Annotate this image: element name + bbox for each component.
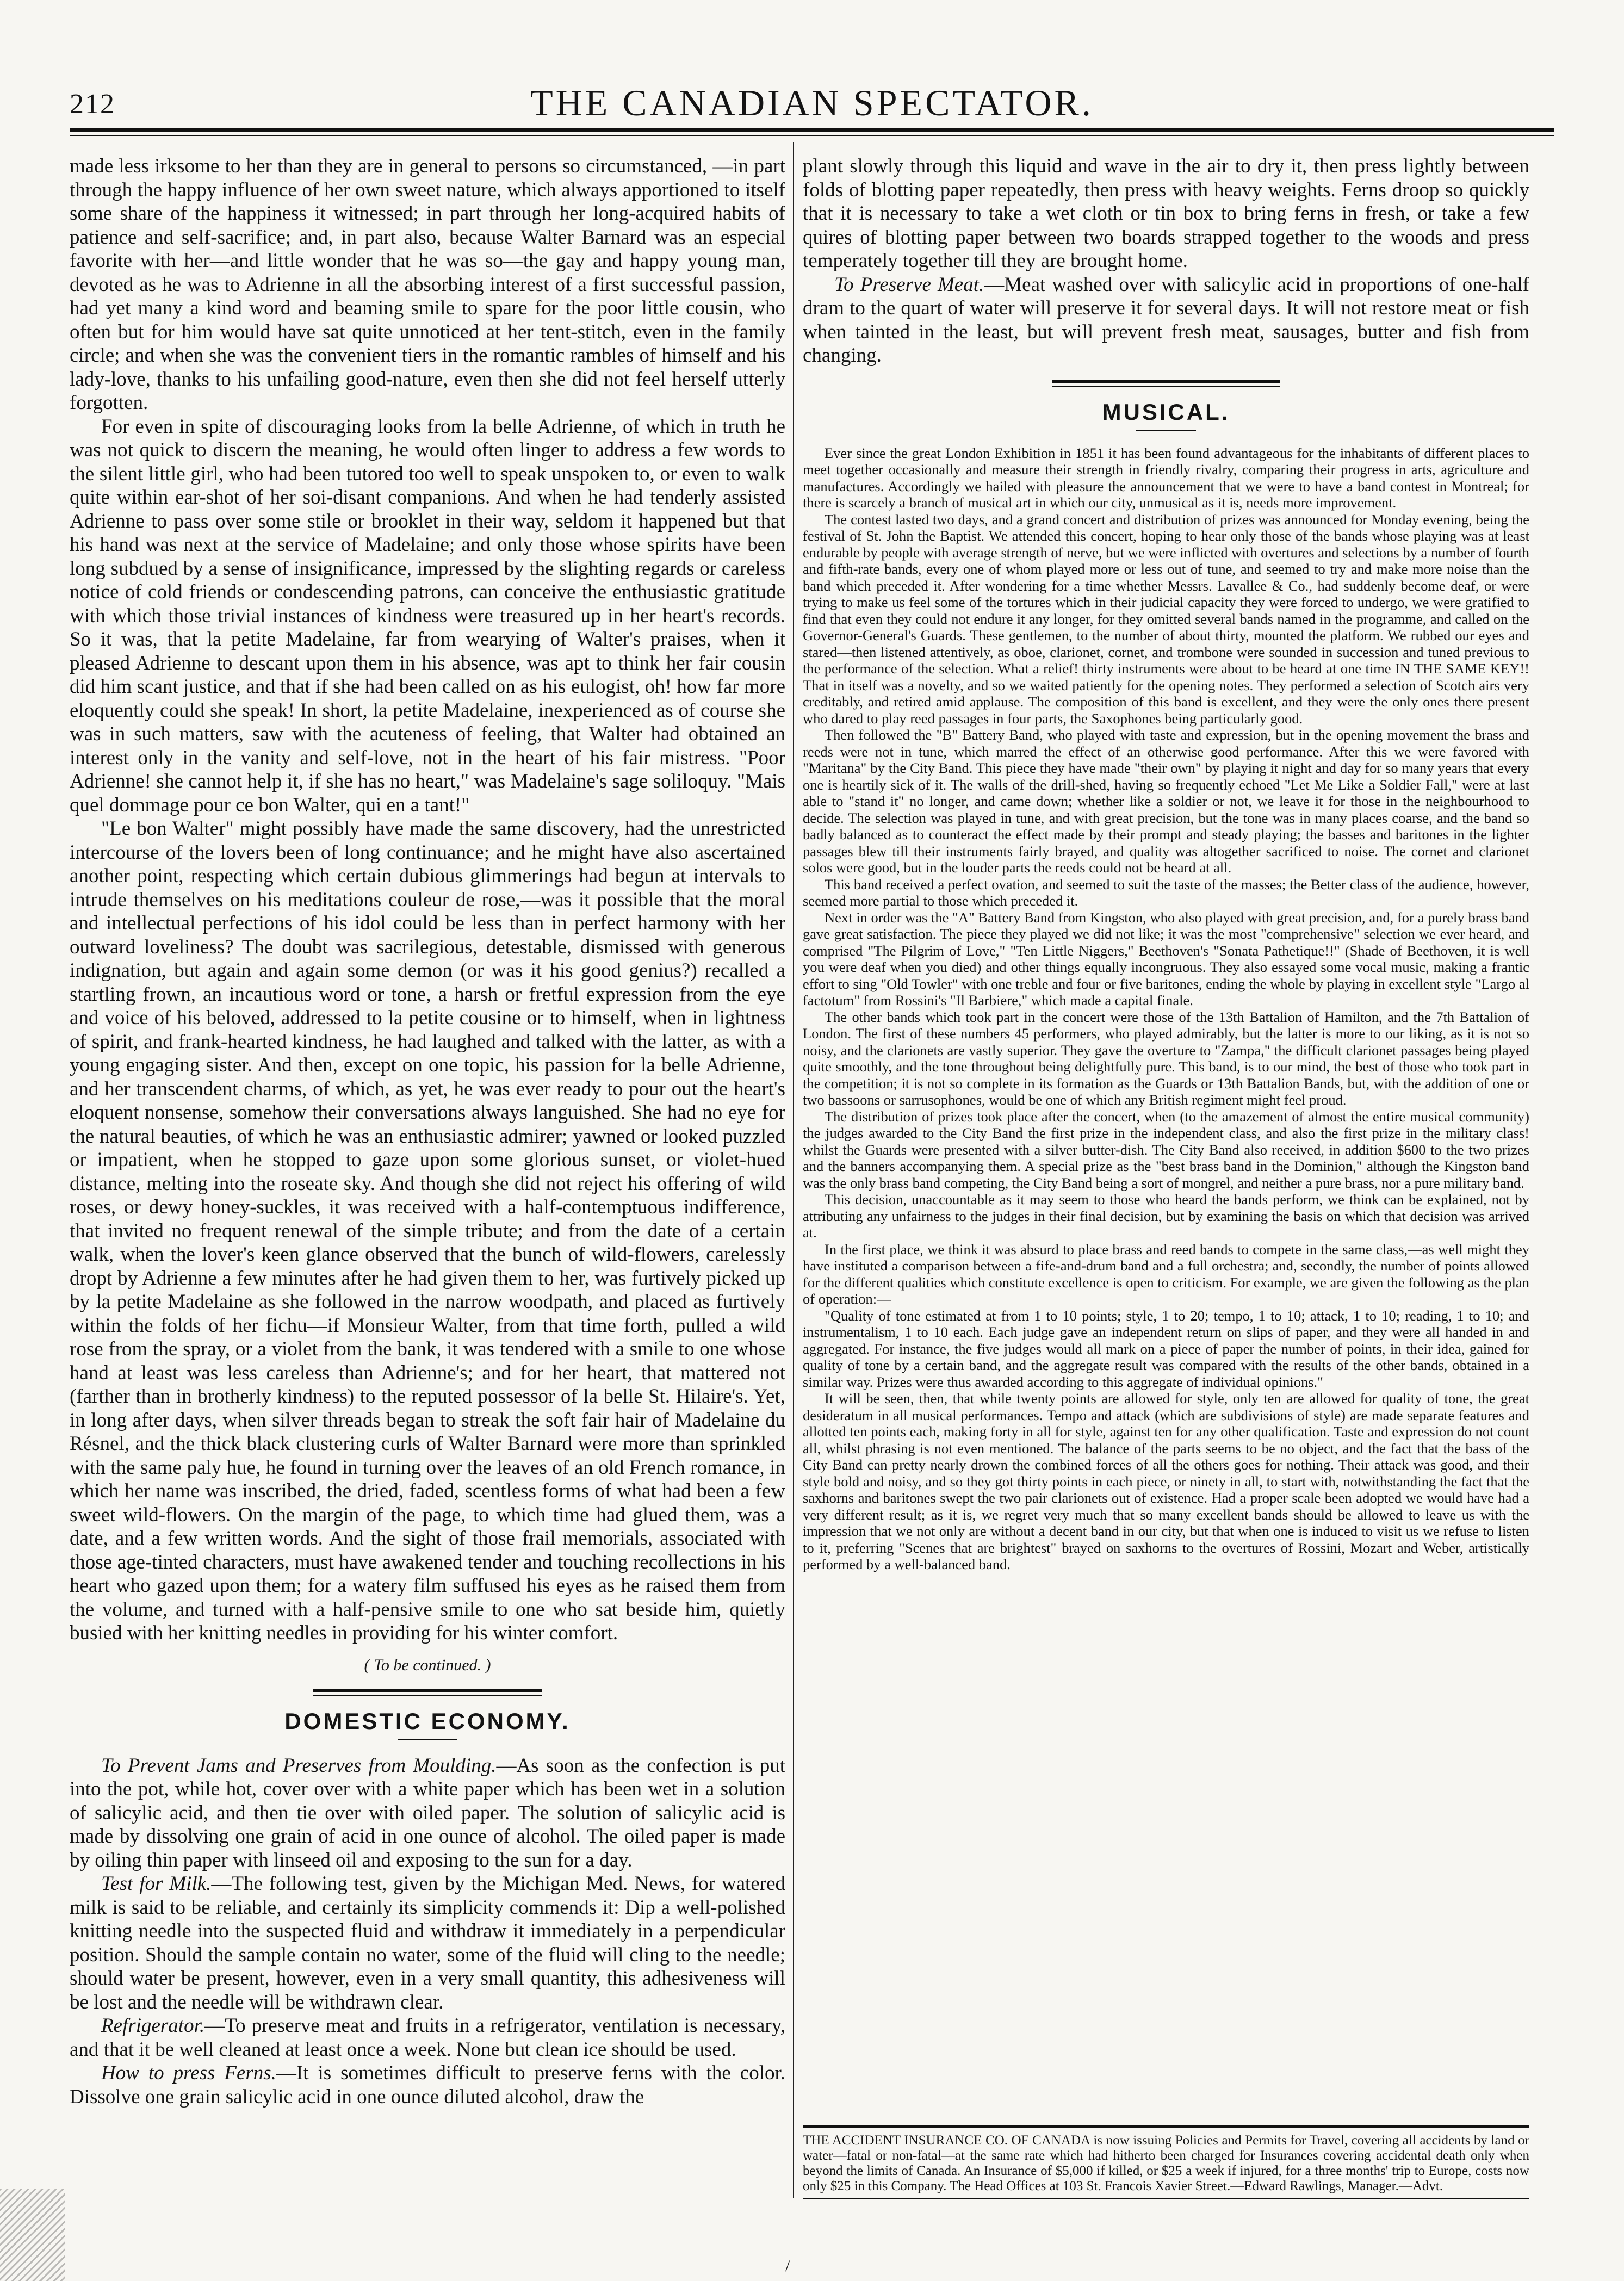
recipe-paragraph <box>70 1872 785 2014</box>
musical-paragraph: Ever since the great London Exhibition in 1851 it has been found advantageous for the inhabitants of different places to meet together occasionally and measure their strength in friendly rivalry, comparing their progress in arts, agriculture and manufactures. Accordingly we hailed with pleasure the announcement that we were to have a band contest in Montreal; for there is scarcely a branch of musical art in which our city, unmusical as it is, needs more improvement. <box>803 444 1529 511</box>
header-rule-thin <box>70 135 1554 136</box>
ad-text: THE ACCIDENT INSURANCE CO. OF CANADA is now issuing Policies and Permits for Travel, covering all accidents by land or water—fatal or non-fatal—at the same rate which had hitherto been charged for Insurances covering accidental death only when beyond the limits of Canada. An Insurance of $5,000 if killed, or $25 a week if injured, for a three months' trip to Europe, costs now only $25 in this Company. The Head Offices at 103 St. Francois Xavier Street.—Edward Rawlings, Manager.—Advt. <box>803 2133 1529 2193</box>
recipe-heading: To Preserve Meat. <box>834 273 984 296</box>
footer-mark: / <box>785 2257 790 2275</box>
musical-paragraph: Next in order was the "A" Battery Band from Kingston, who also played with great precision, and, for a purely brass band gave great satisfaction. The piece they played we did not like; it was the most "comprehensive" selection we ever heard, and comprised "The Pilgrim of Love," "Ten Little Niggers," Beethoven's "Sonata Pathetique!!" (Shade of Beethoven, it is well you were deaf when you died) and other things equally incongruous. They also essayed some vocal music, making a frantic effort to sing "Old Towler" with one treble and four or five baritones, ending the whole by playing in excellent style "Largo al factotum" from Rossini's "Il Barbiere," which made a capital finale. <box>803 909 1529 1008</box>
page-header <box>70 82 1554 123</box>
recipe-text: —The following test, given by the Michigan Med. News, for watered milk is said to be reliable, and certainly its simplicity commends it: Dip a well-polished knitting needle into the suspected fluid and withdraw it immediately in a perpendicular position. Should the sample contain no water, some of the fluid will cling to the needle; should water be present, however, even in a very small quantity, this adhesiveness will be lost and the needle will be withdrawn clear. <box>70 1873 785 2013</box>
section-rule <box>313 1695 542 1696</box>
to-be-continued: ( To be continued. ) <box>364 1656 491 1674</box>
header-rule-thick <box>70 128 1554 132</box>
ad-rule <box>803 2198 1529 2199</box>
musical-paragraph: "Quality of tone estimated at from 1 to 10 points; style, 1 to 20; tempo, 1 to 10; attack, 1 to 10; reading, 1 to 10; and instrumentalism, 1 to 10 each. Each judge gave an independent return on slips of paper, and they were all handed in and aggregated. For instance, the five judges would all mark on a piece of paper the number of points, in their idea, gained for quality of tone by a certain band, and the aggregate result was compared with the results of the other bands, obtained in a similar way. Prizes were thus awarded according to this aggregate of individual opinions." <box>803 1307 1529 1390</box>
musical-heading: MUSICAL. <box>1102 399 1230 425</box>
musical-paragraph: The contest lasted two days, and a grand concert and distribution of prizes was announced for Monday evening, being the festival of St. John the Baptist. We attended this concert, hoping to hear only those of the bands whose playing was at least endurable by people with average strength of nerve, but we were inflicted with overtures and selections by a number of fourth and fifth-rate bands, every one of whom played more or less out of tune, and seemed to try and make more noise than the band which preceded it. After wondering for a time whether Messrs. Lavallee & Co., had suddenly become deaf, or were trying to make us feel some of the tortures which in their judicial capacity they were forced to undergo, we were gratified to find that even they could not endure it any longer, for they omitted several bands named in the programme, and called on the Governor-General's Guards. These gentlemen, to the number of about thirty, mounted the platform. We rubbed our eyes and stared—then listened attentively, as oboe, clarionet, cornet, and trombone were sounded in succession and tuned previous to the performance of the selection. What a relief! thirty instruments were about to be heard at one time IN THE SAME KEY!! That in itself was a novelty, and so we waited patiently for the opening notes. They performed a selection of Scotch airs very creditably, and retired amid applause. The composition of this band is excellent, and they were the only ones there present who dared to play reed passages in four parts, the Saxophones being particularly good. <box>803 511 1529 727</box>
domestic-economy-heading: DOMESTIC ECONOMY. <box>284 1708 571 1734</box>
left-column <box>70 154 785 2167</box>
musical-paragraph: In the first place, we think it was absurd to place brass and reed bands to compete in the same class,—as well might they have instituted a comparison between a fife-and-drum band and a full orchestra; and, secondly, the number of points allowed for the different qualities which constitute excellence is open to criticism. For example, we are given the following as the plan of operation:— <box>803 1241 1529 1307</box>
musical-paragraph: It will be seen, then, that while twenty points are allowed for style, only ten are allowed for quality of tone, the great desideratum in all musical performances. Tempo and attack (which are subdivisions of style) are made separate features and allotted ten points each, making forty in all for style, against ten for any other qualification. Taste and expression do not count all, whilst phrasing is not even mentioned. The balance of the parts seems to be no object, and the fact that the bass of the City Band can pretty nearly drown the combined forces of all the others goes for nothing. Their attack was good, and their style bold and noisy, and so they got thirty points in each piece, or ninety in all, to start with, notwithstanding the fact that the saxhorns and baritones swept the two pair clarionets out of existence. Had a proper scale been adopted we would have had a very different result; as it is, we regret very much that so many excellent bands should be allowed to leave us with the impression that we not only are without a decent band in our city, but that when one is induced to visit us we refuse to listen to it, preferring "Scenes that are brightest" brayed on saxhorns to the overtures of Rossini, Mozart and Weber, artistically performed by a well-balanced band. <box>803 1390 1529 1572</box>
story-paragraph: "Le bon Walter" might possibly have made the same discovery, had the unrestricted intercourse of the lovers been of long continuance; and he might have also ascertained another point, respecting which certain dubious glimmerings had begun at intervals to intrude themselves on his meditations couleur de rose,—was it possible that the moral and intellectual perfections of his idol could be less than in perfect harmony with her outward loveliness? The doubt was sacrilegious, detestable, dismissed with generous indignation, but again and again some demon (or was it his good genius?) recalled a startling frown, an incautious word or tone, a harsh or fretful expression from the eye and voice of his beloved, addressed to la petite cousine or to himself, when in lightness of spirit, and frank-hearted kindness, he had laughed and talked with the latter, as with a young engaging sister. And then, except on one topic, his passion for la belle Adrienne, and her transcendent charms, of which, as yet, he was ever ready to pour out the heart's eloquent nonsense, somehow their conversations always languished. She had no eye for the natural beauties, of which he was an enthusiastic admirer; yawned or looked puzzled or impatient, when he stopped to gaze upon some glorious sunset, or violet-hued distance, melting into the roseate sky. And though she did not reject his offering of wild roses, or dewy honey-suckles, it was received with a half-contemptuous indifference, that invited no frequent renewal of the simple tribute; and from the date of a certain walk, when the lover's keen glance observed that the bunch of wild-flowers, carelessly dropt by Adrienne a few minutes after he had given them to her, was furtively picked up by la petite Madelaine as she followed in the narrow woodpath, and placed as furtively within the folds of her fichu—if Monsieur Walter, from that time forth, pulled a wild rose from the spray, or a violet from the bank, it was tendered with a smile to one whose hand at least was less careless than Adrienne's; and for her heart, that mattered not (farther than in brotherly kindness) to the reputed possessor of la belle St. Hilaire's. Yet, in long after days, when silver threads began to streak the soft fair hair of Madelaine du Résnel, and the thick black clustering curls of Walter Barnard were more than sprinkled with the same paly hue, he found in turning over the leaves of an old French romance, in which her name was inscribed, the dried, faded, scentless forms of what had been a few sweet wild-flowers. On the margin of the page, to which time had glued them, was a date, and a few written words. And the sight of those frail memorials, associated with those age-tinted characters, must have awakened tender and touching recollections in his heart who gazed upon them; for a watery film suffused his eyes as he raised them from the volume, and turned with a half-pensive smile to one who sat beside him, quietly busied with her knitting needles in providing for his winter comfort. <box>70 817 785 1644</box>
recipe-text: —As soon as the confection is put into the pot, while hot, cover over with a white paper which has been wet in a solution of salicylic acid, and then tie over with oiled paper. The solution of salicylic acid is made by dissolving one grain of acid in one ounce of alcohol. The oiled paper is made by oiling thin paper with linseed oil and exposing to the sun for a day. <box>70 1754 785 1871</box>
recipe-heading: How to press Ferns. <box>101 2062 276 2084</box>
column-divider <box>793 142 794 2198</box>
masthead-title: THE CANADIAN SPECTATOR. <box>530 82 1094 123</box>
section-rule <box>1052 380 1280 383</box>
page-number: 212 <box>70 89 115 120</box>
musical-paragraph: The other bands which took part in the concert were those of the 13th Battalion of Hamilton, and the 7th Battalion of London. The first of these numbers 45 performers, who played admirably, but the latter is more to our liking, as it is not so noisy, and the clarionets are vastly superior. They gave the overture to "Zampa," the difficult clarionet passages being played quite smoothly, and the tone throughout being delightfully pure. This band, is to our mind, the best of those who took part in the competition; it is not so complete in its formation as the Guards or 13th Battalion Bands, but, with the addition of one or two bassoons or sarrusophones, would be one of which any British regiment might feel proud. <box>803 1008 1529 1108</box>
musical-paragraph: This decision, unaccountable as it may seem to those who heard the bands perform, we think can be explained, not by attributing any unfairness to the judges in their final decision, but by examining the basis on which that decision was arrived at. <box>803 1191 1529 1241</box>
heading-rule <box>1136 430 1196 431</box>
story-paragraph: For even in spite of discouraging looks from la belle Adrienne, of which in truth he was not quick to discern the meaning, he would often linger to address a few words to the silent little girl, who had been tutored too well to speak unspoken to, or even to walk quite within ear-shot of her soi-disant companions. And when he had tenderly assisted Adrienne to pass over some stile or brooklet in their way, seldom it happened but that his hand was next at the service of Madelaine; and only those whose spirits have been long subdued by a sense of insignificance, impressed by the slighting regards or careless notice of cold friends or condescending patrons, can conceive the enthusiastic gratitude with which those trivial instances of kindness were treasured up in her heart's records. So it was, that la petite Madelaine, far from wearying of Walter's praises, when it pleased Adrienne to descant upon them in his absence, was apt to think her fair cousin did him scant justice, and that if she had been called on as his eulogist, oh! how far more eloquently could she speak! In short, la petite Madelaine, inexperienced as of course she was in such matters, saw with the acuteness of feeling, that Walter had obtained an interest only in the vanity and self-love, not in the heart of his fair mistress. "Poor Adrienne! she cannot help it, if she has no heart," was Madelaine's sage soliloquy. "Mais quel dommage pour ce bon Walter, qui en a tant!" <box>70 415 785 816</box>
recipe-heading: Test for Milk. <box>101 1873 212 1895</box>
ferns-continuation: plant slowly through this liquid and wave in the air to dry it, then press lightly between folds of blotting paper repeatedly, then press with heavy weights. Ferns droop so quickly that it is necessary to take a wet cloth or tin box to bring ferns in fresh, or take a few quires of blotting paper between two boards strapped together to the woods and press temperately together till they are brought home. <box>803 155 1529 272</box>
recipe-paragraph <box>70 2061 785 2109</box>
recipe-text: —It is sometimes difficult to preserve ferns with the color. Dissolve one grain salicylic acid in one ounce diluted alcohol, draw the <box>70 2062 785 2108</box>
ad-rule <box>803 2125 1529 2128</box>
section-rule <box>313 1689 542 1692</box>
recipe-paragraph <box>70 2014 785 2061</box>
recipe-text: —To preserve meat and fruits in a refrigerator, ventilation is necessary, and that it be well cleaned at least once a week. None but clean ice should be used. <box>70 2015 785 2061</box>
insurance-advertisement <box>803 2125 1529 2199</box>
section-rule <box>1052 386 1280 387</box>
recipe-paragraph <box>70 1754 785 1873</box>
musical-paragraph: Then followed the "B" Battery Band, who played with taste and expression, but in the opening movement the brass and reeds were not in tune, which marred the effect of an otherwise good performance. After this we were favored with "Maritana" by the City Band. This piece they have made "their own" by playing it night and day for so many years that every one is heartily sick of it. The walls of the drill-shed, having so frequently echoed "Let Me Like a Soldier Fall," were at last able to "stand it" no longer, and came down; whether like a soldier or not, we leave it for those in the neighbourhood to decide. The selection was played in tune, and with great precision, but the tone was in many places coarse, and the band so badly balanced as to counteract the effect made by their prompt and steady playing; the basses and baritones in the lighter passages blew till their instruments fairly brayed, and quality was altogether sacrificed to noise. The cornet and clarionet solos were good, but in the louder parts the reeds could not be heard at all. <box>803 727 1529 876</box>
recipe-paragraph <box>803 273 1529 368</box>
right-column <box>803 154 1529 2199</box>
page-edge-wear <box>0 2189 65 2281</box>
recipe-heading: To Prevent Jams and Preserves from Moulding. <box>101 1754 497 1777</box>
recipe-text: —Meat washed over with salicylic acid in proportions of one-half dram to the quart of water will preserve it for several days. It will not restore meat or fish when tainted in the least, but will prevent fresh meat, sausages, butter and fish from changing. <box>803 273 1529 367</box>
heading-rule <box>398 1739 457 1740</box>
recipe-heading: Refrigerator. <box>101 2015 205 2037</box>
musical-paragraph: This band received a perfect ovation, and seemed to suit the taste of the masses; the Better class of the audience, however, seemed more partial to those which preceded it. <box>803 876 1529 909</box>
musical-paragraph: The distribution of prizes took place after the concert, when (to the amazement of almost the entire musical community) the judges awarded to the City Band the first prize in the independent class, and also the first prize in the military class! whilst the Guards were presented with a silver butter-dish. The City Band also received, in addition $600 to the two prizes and the banners accompanying them. A special prize as the "best brass band in the Dominion," although the Kingston band was the only brass band competing, the City Band being a sort of mongrel, and neither a pure brass, nor a pure military band. <box>803 1108 1529 1191</box>
story-paragraph: made less irksome to her than they are in general to persons so circumstanced, —in part through the happy influence of her own sweet nature, which always apportioned to itself some share of the happiness it witnessed; in part through her long-acquired habits of patience and self-sacrifice; and, in part also, because Walter Barnard was an especial favorite with her—and little wonder that he was so—the gay and happy young man, devoted as he was to Adrienne in all the absorbing interest of a first successful passion, had yet many a kind word and beaming smile to spare for the poor little cousin, who often but for him would have sat quite unnoticed at her tent-stitch, even in the family circle; and when she was the convenient tiers in the romantic rambles of himself and his lady-love, thanks to his unfailing good-nature, even then she did not feel herself utterly forgotten. <box>70 155 785 414</box>
